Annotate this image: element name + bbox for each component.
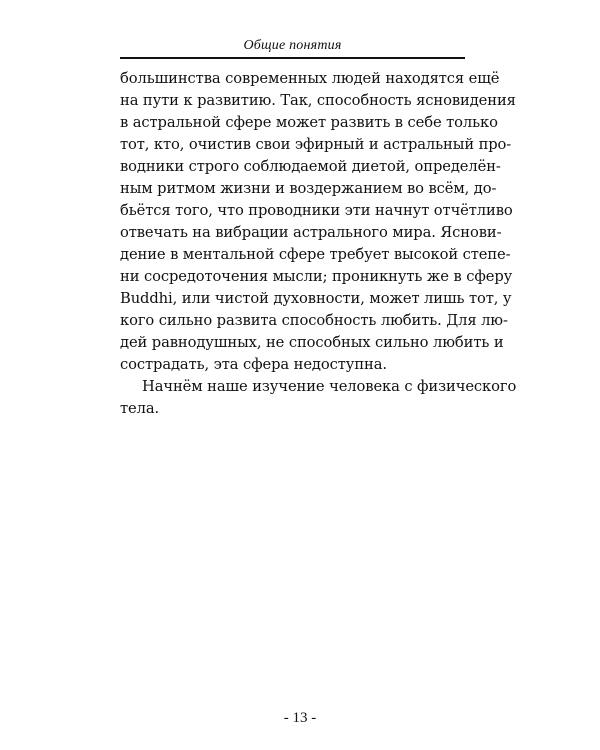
- text-line: дей равнодушных, не способных сильно любить и: [120, 334, 504, 351]
- text-line: в астральной сфере может развить в себе только: [120, 114, 498, 131]
- text-line: кого сильно развита способность любить. Для лю-: [120, 312, 508, 329]
- text-line: большинства современных людей находятся ещё: [120, 70, 500, 87]
- text-line: Buddhi, или чистой духовности, может лишь тот, у: [120, 290, 512, 307]
- text-line: сострадать, эта сфера недоступна.: [120, 356, 387, 373]
- text-line: отвечать на вибрации астрального мира. Яснови-: [120, 224, 502, 241]
- body-text: [120, 68, 517, 420]
- text-line: ни сосредоточения мысли; проникнуть же в сферу: [120, 268, 513, 285]
- text-line: на пути к развитию. Так, способность ясновидения: [120, 92, 516, 109]
- running-head: Общие понятия: [243, 38, 342, 53]
- header-rule: [120, 57, 465, 59]
- text-line: тот, кто, очистив свои эфирный и астральный про-: [120, 136, 512, 153]
- paragraph-2: [120, 376, 517, 420]
- paragraph-1: [120, 68, 516, 376]
- page-number: - 13 -: [283, 710, 317, 726]
- text-line: ным ритмом жизни и воздержанием во всём, до-: [120, 180, 497, 197]
- text-line: дение в ментальной сфере требует высокой степе-: [120, 246, 511, 263]
- text-line: водники строго соблюдаемой диетой, определён-: [120, 158, 501, 175]
- text-line: бьётся того, что проводники эти начнут отчётливо: [120, 202, 513, 219]
- text-line: Начнём наше изучение человека с физического: [142, 378, 517, 395]
- text-line: тела.: [120, 400, 160, 417]
